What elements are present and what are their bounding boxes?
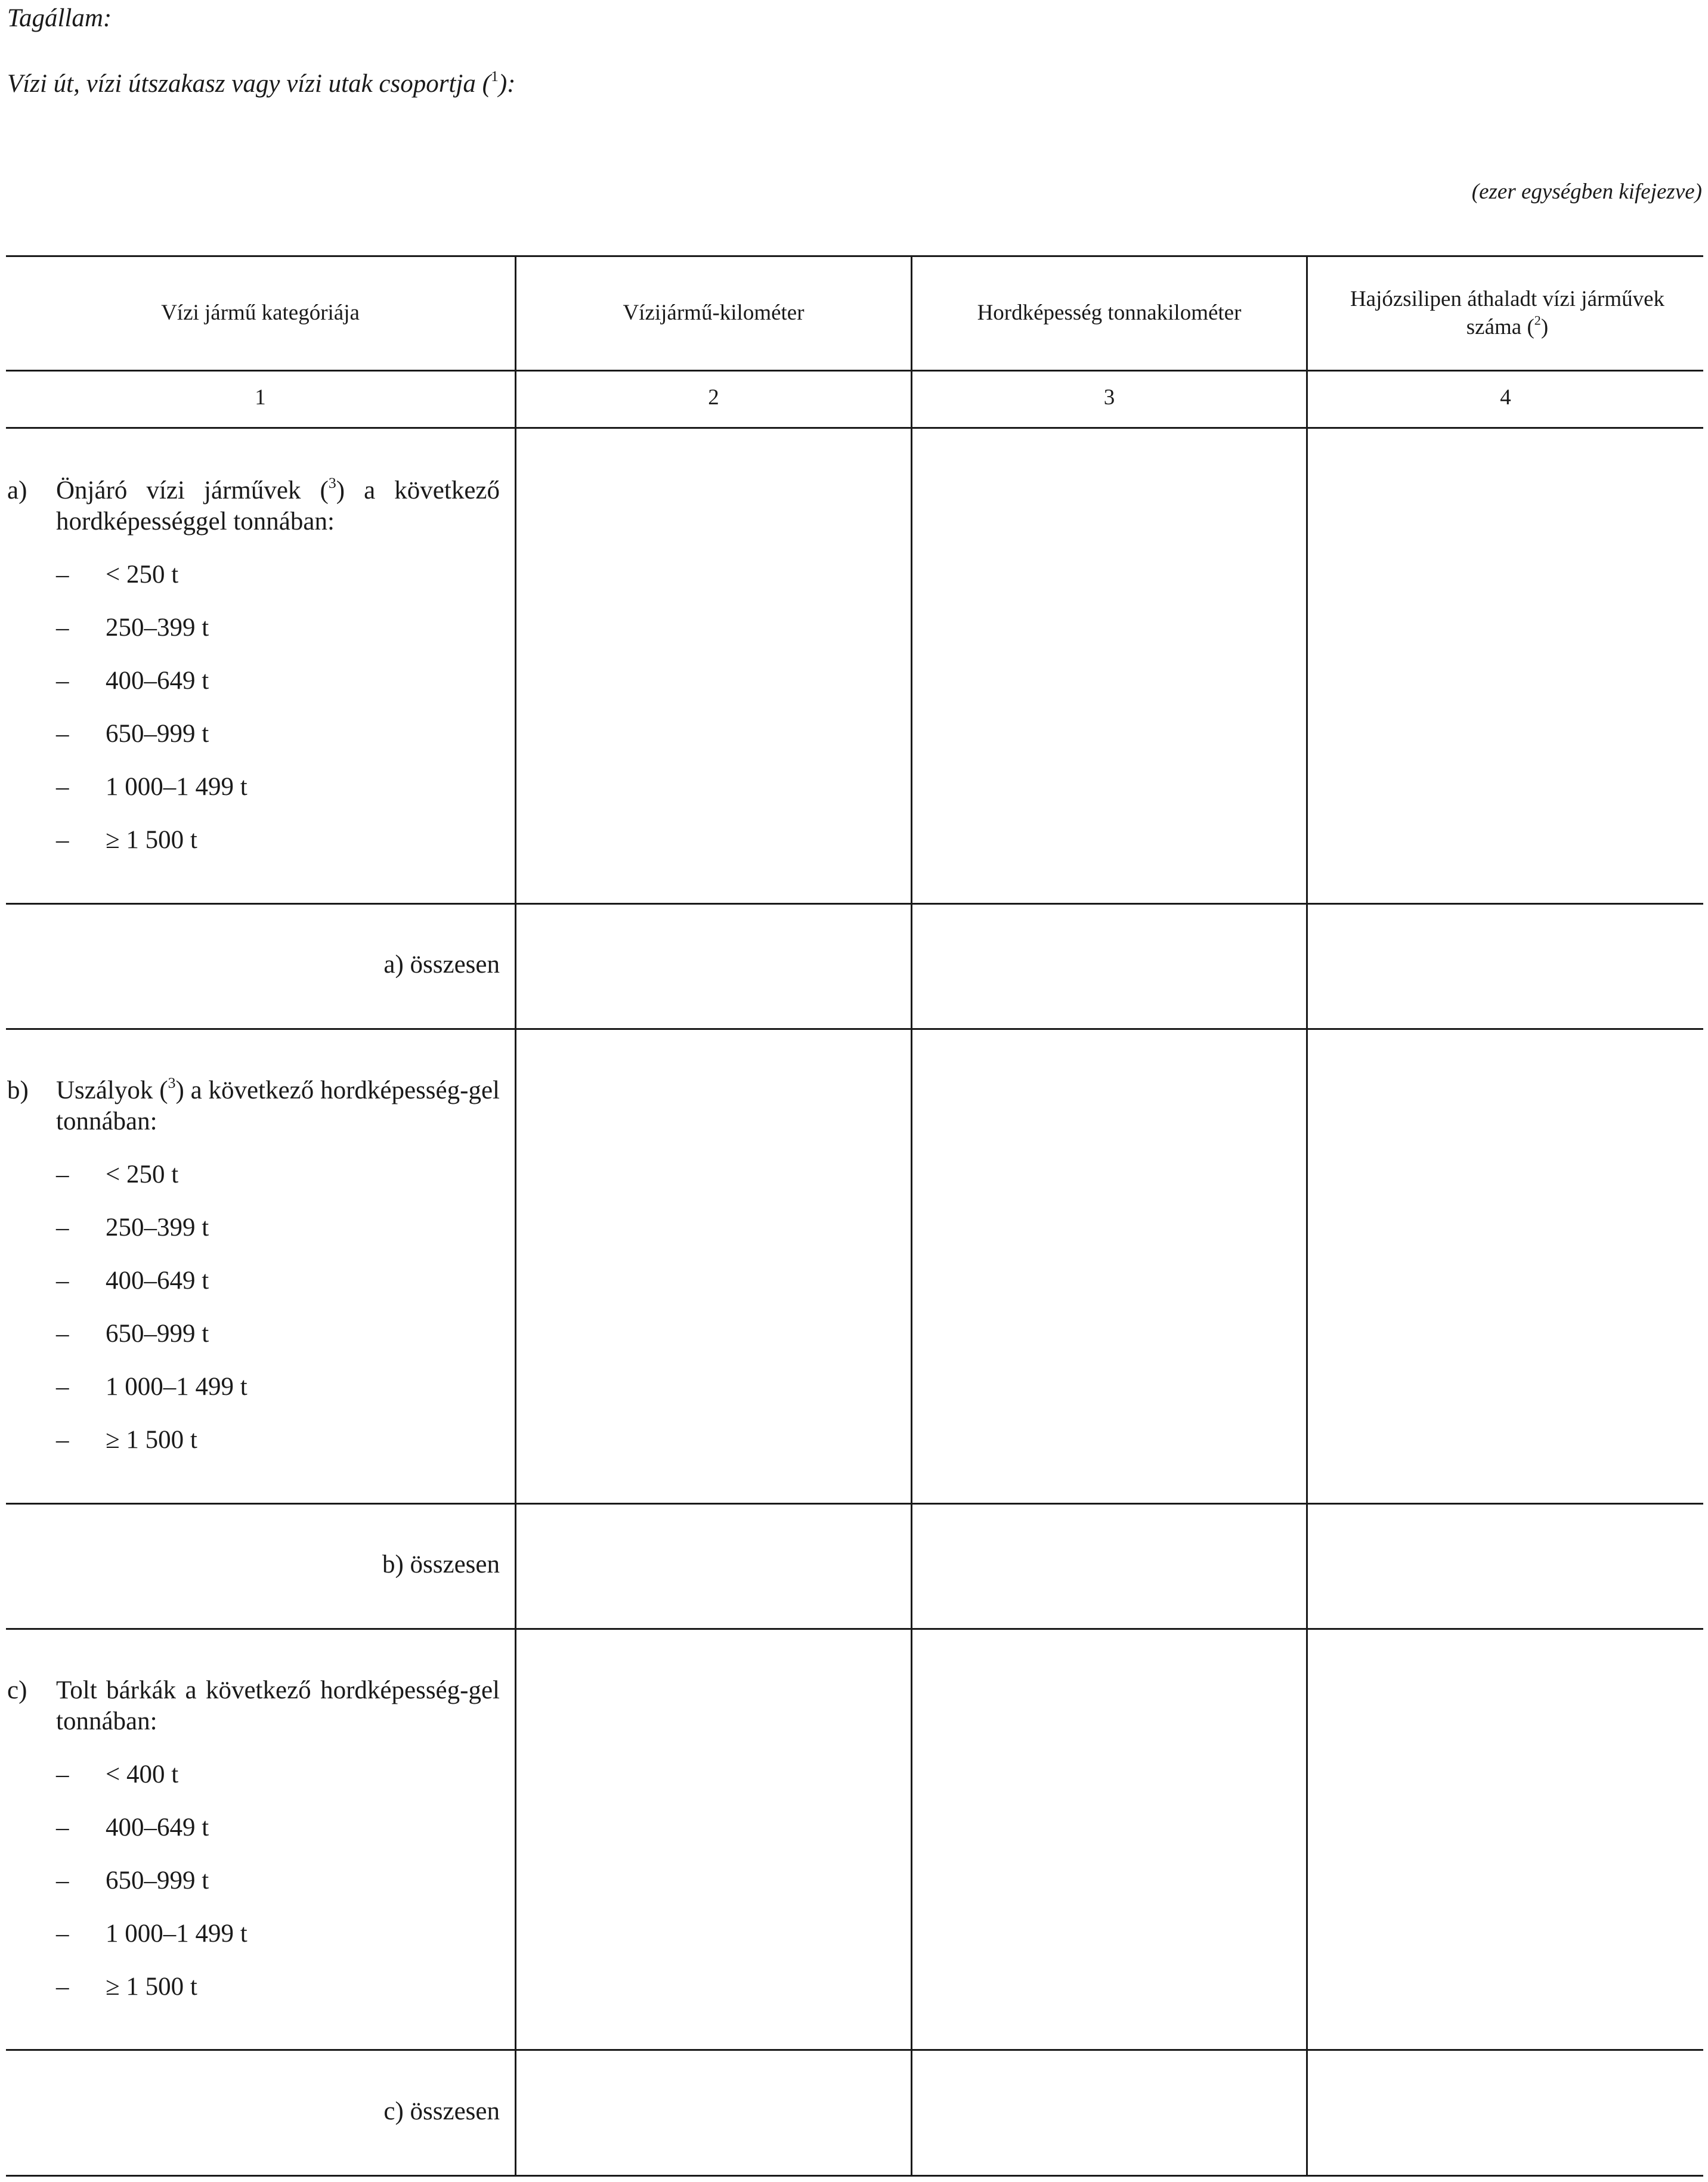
list-item-label: 400–649 t xyxy=(106,1267,209,1295)
group-b-title-text: Uszályok ( xyxy=(56,1076,168,1104)
list-dash: – xyxy=(56,1160,69,1189)
group-a-divider xyxy=(6,903,1703,905)
waterway-label-suffix: ): xyxy=(498,70,516,98)
list-dash: – xyxy=(56,826,69,854)
list-item-label: 400–649 t xyxy=(106,667,209,695)
list-item-label: 250–399 t xyxy=(106,614,209,642)
subtotal-a-divider xyxy=(6,1028,1703,1030)
header-row-divider xyxy=(6,370,1703,372)
list-item-label: 1 000–1 499 t xyxy=(106,773,247,801)
list-dash: – xyxy=(56,1813,69,1841)
list-dash: – xyxy=(56,1214,69,1242)
subtotal-c-label: c) összesen xyxy=(383,2097,500,2125)
group-a-title-rest: ) a következő hordképességgel tonnában: xyxy=(56,476,500,536)
column-number-2: 2 xyxy=(708,385,719,410)
group-b-divider xyxy=(6,1503,1703,1505)
waterway-label-text: Vízi út, vízi útszakasz vagy vízi utak csoportja ( xyxy=(7,70,491,98)
group-a-letter: a) xyxy=(7,476,27,505)
list-dash: – xyxy=(56,1267,69,1295)
unit-note: (ezer egységben kifejezve) xyxy=(1471,179,1702,204)
member-state-label: Tagállam: xyxy=(7,4,112,32)
group-c-divider xyxy=(6,2049,1703,2051)
list-item-label: 250–399 t xyxy=(106,1214,209,1242)
list-item-label: 1 000–1 499 t xyxy=(106,1920,247,1948)
list-item-label: < 250 t xyxy=(106,561,179,589)
list-dash: – xyxy=(56,1973,69,2001)
list-dash: – xyxy=(56,1760,69,1788)
list-dash: – xyxy=(56,1867,69,1895)
column-header-tonne-km: Hordképesség tonnakilométer xyxy=(977,301,1242,326)
waterway-label xyxy=(7,69,516,98)
column-divider-1 xyxy=(515,255,516,2177)
list-item-label: 650–999 t xyxy=(106,720,209,748)
list-dash: – xyxy=(56,1426,69,1454)
column-divider-2 xyxy=(911,255,912,2177)
list-item-label: 650–999 t xyxy=(106,1320,209,1348)
list-dash: – xyxy=(56,561,69,589)
column-number-4: 4 xyxy=(1500,385,1511,410)
group-b-title-rest: ) a következő hordképesség-gel tonnában: xyxy=(56,1076,500,1136)
group-a-title-text: Önjáró vízi járművek ( xyxy=(56,476,329,505)
subtotal-b-label: b) összesen xyxy=(382,1550,500,1579)
group-a-text xyxy=(56,475,500,538)
list-dash: – xyxy=(56,667,69,695)
column-header-lock-passages xyxy=(1321,257,1694,370)
column-header-category: Vízi jármű kategóriája xyxy=(161,301,360,326)
footnote-ref-1: 1 xyxy=(490,67,499,85)
group-c-letter: c) xyxy=(7,1676,27,1704)
column-header-lock-passages-suffix: ) xyxy=(1540,314,1549,339)
list-item-label: < 250 t xyxy=(106,1160,179,1189)
list-dash: – xyxy=(56,614,69,642)
list-dash: – xyxy=(56,773,69,801)
list-dash: – xyxy=(56,720,69,748)
list-item-label: 400–649 t xyxy=(106,1813,209,1841)
footnote-ref-3: 3 xyxy=(168,1073,176,1091)
subtotal-a-label: a) összesen xyxy=(383,951,500,979)
column-number-1: 1 xyxy=(255,385,266,410)
list-item-label: ≥ 1 500 t xyxy=(106,1426,197,1454)
footnote-ref-2: 2 xyxy=(1534,312,1541,327)
footnote-ref-3: 3 xyxy=(328,473,336,491)
list-item-label: ≥ 1 500 t xyxy=(106,826,197,854)
column-divider-3 xyxy=(1306,255,1308,2177)
column-number-row-divider xyxy=(6,427,1703,429)
list-dash: – xyxy=(56,1373,69,1401)
list-item-label: ≥ 1 500 t xyxy=(106,1973,197,2001)
subtotal-b-divider xyxy=(6,1628,1703,1630)
group-b-letter: b) xyxy=(7,1076,29,1104)
list-dash: – xyxy=(56,1920,69,1948)
group-c-text: Tolt bárkák a következő hordképesség-gel tonnában: xyxy=(56,1676,500,1736)
group-b-text xyxy=(56,1075,500,1138)
list-dash: – xyxy=(56,1320,69,1348)
table-bottom-border xyxy=(6,2175,1703,2177)
column-number-3: 3 xyxy=(1103,385,1115,410)
list-item-label: 650–999 t xyxy=(106,1867,209,1895)
column-header-vessel-km: Vízijármű-kilométer xyxy=(623,301,805,326)
column-header-lock-passages-text: Hajózsilipen áthaladt vízi járművek száma ( xyxy=(1350,287,1665,339)
list-item-label: < 400 t xyxy=(106,1760,179,1788)
list-item-label: 1 000–1 499 t xyxy=(106,1373,247,1401)
